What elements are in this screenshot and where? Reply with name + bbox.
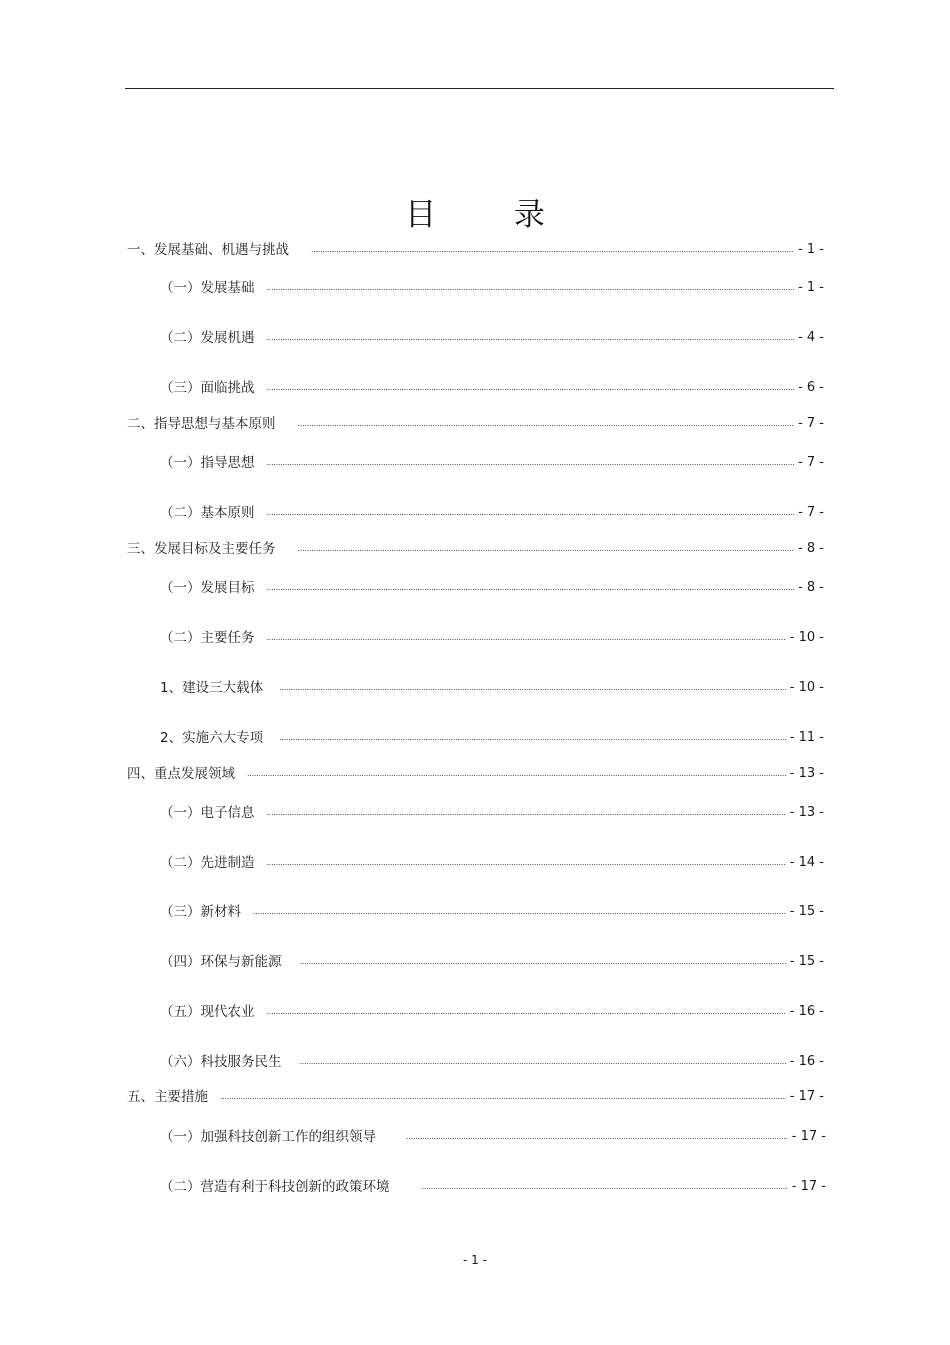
toc-dot-leader [253,902,786,922]
toc-entry-label: （一）发展基础 [160,280,255,296]
document-title: 目 录 [405,197,579,233]
toc-entry-page: - 8 - [798,541,824,556]
toc-entry-4-5[interactable] [160,1002,824,1022]
toc-entry-page: - 13 - [789,805,824,820]
toc-entry-page: - 11 - [789,730,824,745]
toc-entry-page: - 1 - [798,280,824,295]
toc-entry-page: - 7 - [798,416,824,431]
toc-entry-label: （一）加强科技创新工作的组织领导 [160,1129,376,1145]
toc-entry-1-1[interactable] [160,278,824,298]
toc-entry-label: 一、发展基础、机遇与挑战 [127,242,289,258]
toc-entry-1-3[interactable] [160,378,824,398]
toc-dot-leader [267,378,795,398]
toc-entry-label: （一）电子信息 [160,805,255,821]
toc-entry-5[interactable] [127,1087,824,1107]
toc-entry-page: - 10 - [789,680,824,695]
toc-entry-label: 三、发展目标及主要任务 [127,541,276,557]
toc-entry-page: - 17 - [791,1179,826,1194]
toc-entry-label: 2、实施六大专项 [160,730,264,746]
toc-dot-leader [267,803,786,823]
toc-entry-page: - 13 - [789,766,824,781]
toc-dot-leader [298,414,795,434]
toc-entry-label: （一）指导思想 [160,455,255,471]
toc-entry-4-2[interactable] [160,853,824,873]
toc-entry-label: （一）发展目标 [160,580,255,596]
toc-entry-4-6[interactable] [160,1052,824,1072]
toc-dot-leader [220,1087,786,1107]
toc-entry-label: （三）新材料 [160,904,241,920]
toc-dot-leader [267,578,795,598]
toc-entry-label: （二）主要任务 [160,630,255,646]
toc-entry-label: 二、指导思想与基本原则 [127,416,276,432]
toc-entry-3[interactable] [127,539,824,559]
toc-dot-leader [298,539,795,559]
toc-dot-leader [267,503,795,523]
toc-entry-page: - 15 - [789,904,824,919]
toc-dot-leader [267,278,795,298]
toc-entry-label: 1、建设三大载体 [160,680,264,696]
toc-entry-5-2[interactable] [160,1177,826,1197]
toc-entry-5-1[interactable] [160,1127,826,1147]
toc-entry-page: - 7 - [798,505,824,520]
toc-dot-leader [422,1177,788,1197]
toc-entry-label: （二）基本原则 [160,505,255,521]
toc-entry-3-2-1[interactable] [160,678,824,698]
toc-entry-3-2-2[interactable] [160,728,824,748]
toc-entry-2[interactable] [127,414,824,434]
toc-entry-2-2[interactable] [160,503,824,523]
toc-dot-leader [300,952,786,972]
toc-entry-page: - 8 - [798,580,824,595]
toc-entry-label: （二）发展机遇 [160,330,255,346]
toc-entry-4-1[interactable] [160,803,824,823]
toc-entry-page: - 15 - [789,954,824,969]
toc-entry-label: （五）现代农业 [160,1004,255,1020]
toc-dot-leader [247,764,786,784]
toc-entry-1-2[interactable] [160,328,824,348]
toc-dot-leader [300,1052,786,1072]
toc-dot-leader [267,628,786,648]
header-rule [125,88,834,89]
toc-dot-leader [279,678,786,698]
toc-entry-3-1[interactable] [160,578,824,598]
toc-entry-page: - 14 - [789,855,824,870]
toc-entry-4[interactable] [127,764,824,784]
toc-dot-leader [267,328,795,348]
toc-dot-leader [267,453,795,473]
toc-entry-page: - 7 - [798,455,824,470]
toc-entry-4-4[interactable] [160,952,824,972]
toc-entry-page: - 6 - [798,380,824,395]
toc-entry-page: - 16 - [789,1004,824,1019]
toc-entry-page: - 10 - [789,630,824,645]
toc-entry-label: （二）营造有利于科技创新的政策环境 [160,1179,390,1195]
toc-entry-page: - 4 - [798,330,824,345]
toc-entry-label: 五、主要措施 [127,1089,208,1105]
toc-entry-page: - 17 - [789,1089,824,1104]
toc-entry-page: - 1 - [798,242,824,257]
toc-entry-page: - 17 - [791,1129,826,1144]
toc-entry-4-3[interactable] [160,902,824,922]
toc-entry-label: （六）科技服务民生 [160,1054,282,1070]
toc-entry-label: （二）先进制造 [160,855,255,871]
toc-dot-leader [406,1127,788,1147]
toc-entry-label: （四）环保与新能源 [160,954,282,970]
toc-entry-label: （三）面临挑战 [160,380,255,396]
toc-entry-label: 四、重点发展领域 [127,766,235,782]
page-number: - 1 - [463,1253,487,1267]
toc-entry-page: - 16 - [789,1054,824,1069]
toc-entry-3-2[interactable] [160,628,824,648]
toc-dot-leader [267,853,786,873]
toc-dot-leader [279,728,786,748]
toc-entry-1[interactable] [127,240,824,260]
toc-entry-2-1[interactable] [160,453,824,473]
toc-dot-leader [267,1002,786,1022]
toc-dot-leader [311,240,794,260]
